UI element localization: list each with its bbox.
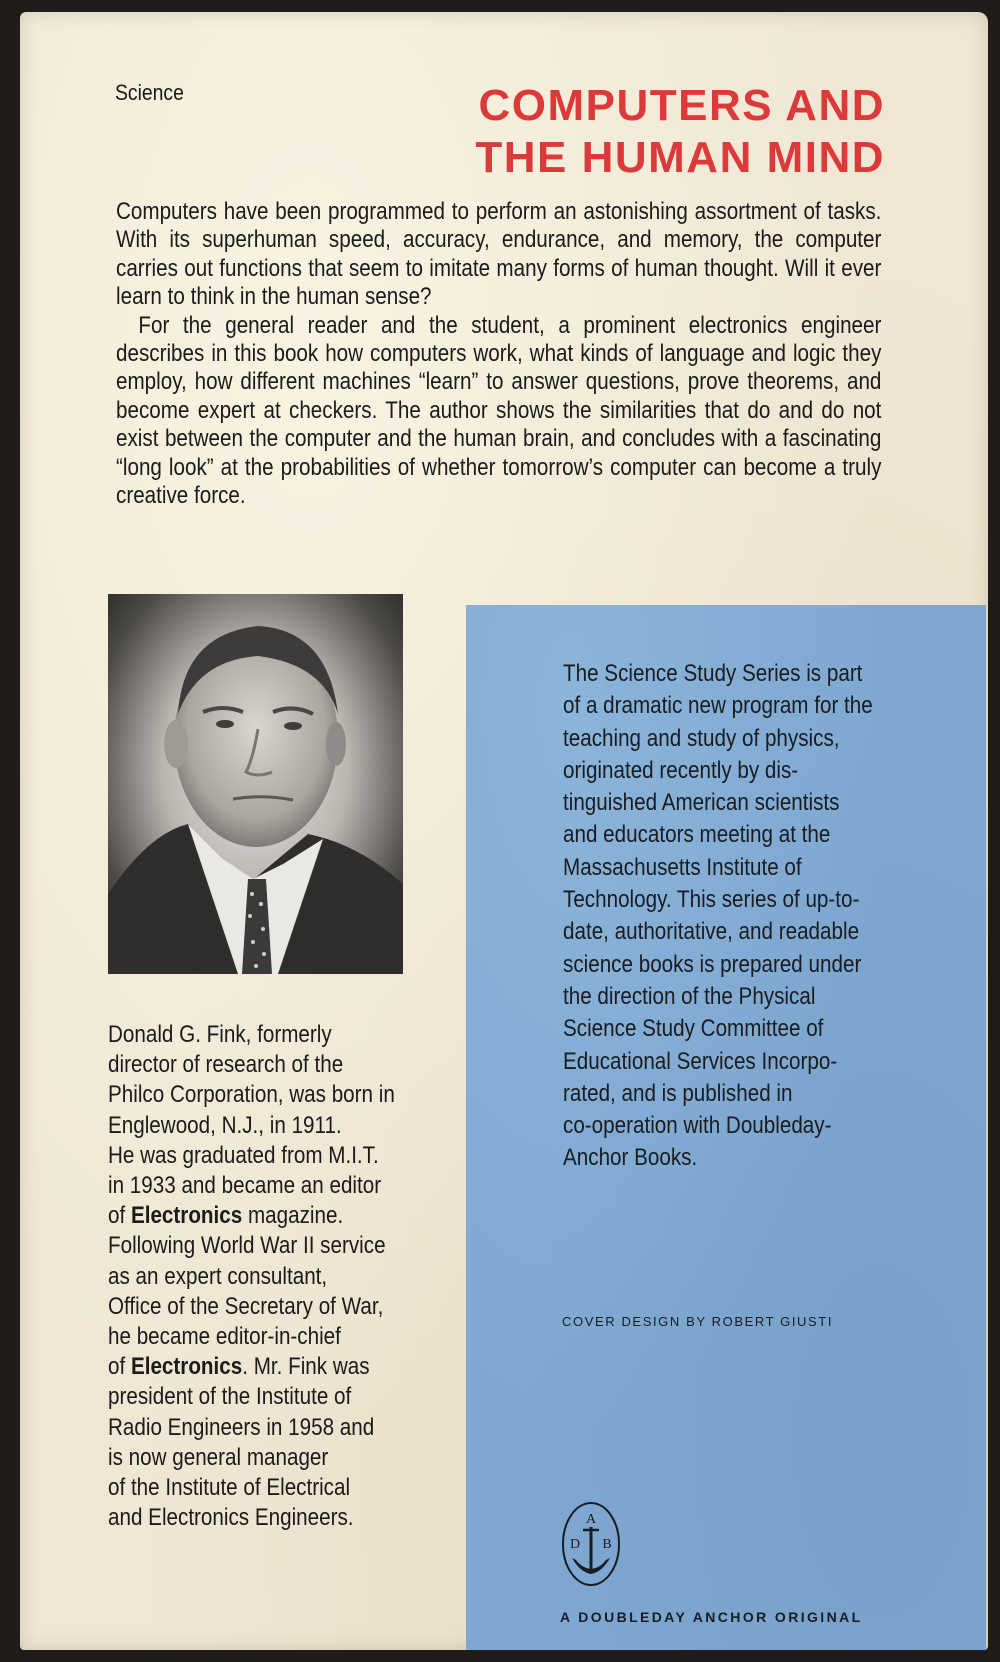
series-line: Educational Services Incorpo- [563, 1047, 838, 1075]
book-title [475, 80, 885, 184]
cover-design-credit: COVER DESIGN BY ROBERT GIUSTI [562, 1314, 834, 1329]
blurb-paragraph-1: Computers have been programmed to perform an astonishing assortment of tasks. With its superhuman speed, accuracy, endurance, and memory, the computer carries out functions that seem to imitate many forms of human thought. Will it ever learn to think in the human sense? [116, 198, 882, 311]
author-photo [108, 594, 403, 974]
bio-line: He was graduated from M.I.T. [108, 1141, 379, 1169]
bio-line: in 1933 and became an editor [108, 1172, 382, 1200]
series-line: Anchor Books. [563, 1144, 698, 1172]
series-line: rated, and is published in [563, 1079, 793, 1107]
series-line: co-operation with Doubleday- [563, 1112, 832, 1140]
series-line: tinguished American scientists [563, 789, 840, 817]
bio-line: he became editor-in-chief [108, 1323, 341, 1351]
bio-line: president of the Institute of [108, 1383, 352, 1411]
author-bio [108, 1020, 488, 1533]
anchor-icon [560, 1500, 622, 1588]
series-line: originated recently by dis- [563, 756, 799, 784]
bio-line: and Electronics Engineers. [108, 1504, 354, 1532]
bio-line: is now general manager [108, 1443, 329, 1471]
bio-line: Donald G. Fink, formerly [108, 1021, 332, 1048]
series-line: of a dramatic new program for the [563, 692, 873, 720]
bio-line [108, 1352, 435, 1382]
series-line: the direction of the Physical [563, 982, 816, 1010]
bio-line: Englewood, N.J., in 1911. [108, 1111, 342, 1139]
bio-line: of the Institute of Electrical [108, 1474, 351, 1502]
bio-text: of [108, 1202, 131, 1230]
title-line-2: THE HUMAN MIND [475, 133, 885, 182]
magazine-name: Electronics [130, 1353, 243, 1381]
series-line: date, authoritative, and readable [563, 918, 860, 946]
bio-text: . Mr. Fink was [242, 1353, 370, 1381]
series-line: science books is prepared under [563, 950, 862, 978]
series-line: teaching and study of physics, [563, 724, 840, 752]
publisher-logo [560, 1500, 622, 1588]
series-line: Technology. This series of up-to- [563, 886, 860, 914]
bio-line: as an expert consultant, [108, 1262, 328, 1290]
bio-line: director of research of the [108, 1051, 344, 1079]
logo-letter-a: A [585, 1512, 597, 1527]
bio-text: of [108, 1353, 131, 1381]
series-line: Science Study Committee of [563, 1015, 824, 1043]
bio-line [108, 1201, 435, 1231]
bio-line: Radio Engineers in 1958 and [108, 1413, 375, 1441]
logo-letter-b: B [602, 1537, 612, 1552]
series-line: and educators meeting at the [563, 821, 831, 849]
title-line-1: COMPUTERS AND [478, 81, 885, 130]
bio-line: Office of the Secretary of War, [108, 1292, 384, 1320]
description-blurb [116, 198, 881, 510]
logo-letter-d: D [569, 1537, 581, 1552]
bio-line: Philco Corporation, was born in [108, 1081, 395, 1109]
category-label: Science [115, 80, 184, 105]
series-line: Massachusetts Institute of [563, 853, 802, 881]
magazine-name: Electronics [130, 1202, 243, 1230]
bio-line: Following World War II service [108, 1232, 386, 1260]
blurb-paragraph-2: For the general reader and the student, a prominent electronics engineer describes in this book how computers work, what kinds of language and logic they employ, how different machines “learn” to answer questions, prove theorems, and become expert at checkers. The author shows the similarities that do and do not exist between the computer and the human brain, and concludes with a fascinating “long look” at the probabilities of whether tomorrow’s computer can become a truly creative force. [116, 311, 882, 510]
series-description [563, 658, 963, 1175]
bio-text: magazine. [242, 1202, 344, 1230]
portrait-photo-icon [108, 594, 403, 974]
publisher-imprint: A DOUBLEDAY ANCHOR ORIGINAL [560, 1609, 863, 1625]
series-line: The Science Study Series is part [563, 660, 863, 687]
